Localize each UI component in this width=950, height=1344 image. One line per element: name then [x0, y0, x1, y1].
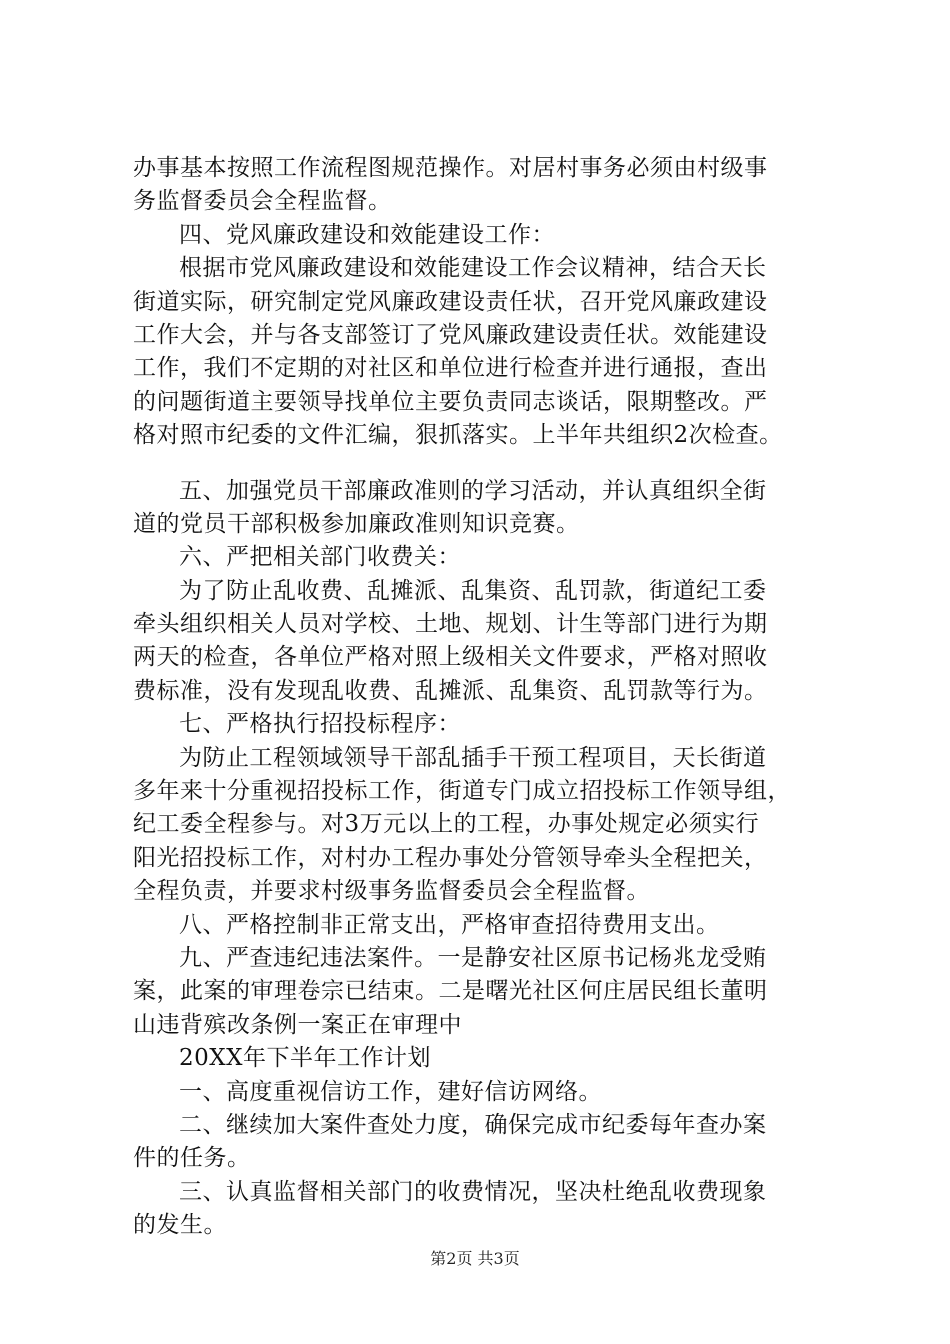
section-heading: 七、严格执行招投标程序：: [179, 711, 461, 738]
text-line: 八、严格控制非正常支出，严格审查招待费用支出。: [179, 911, 720, 938]
text-line: 工作大会，并与各支部签订了党风廉政建设责任状。效能建设: [133, 321, 768, 348]
page-number-footer: 第2页 共3页: [430, 1249, 520, 1268]
text-line: 为了防止乱收费、乱摊派、乱集资、乱罚款，街道纪工委: [179, 577, 767, 604]
text-line: 务监督委员会全程监督。: [133, 188, 392, 215]
paragraph-gap: [133, 453, 845, 475]
text-line: 费标准，没有发现乱收费、乱摊派、乱集资、乱罚款等行为。: [133, 677, 768, 704]
text-line: 道的党员干部积极参加廉政准则知识竞赛。: [133, 510, 580, 537]
text-line: 山违背殡改条例一案正在审理中: [133, 1011, 462, 1038]
text-line: 牵头组织相关人员对学校、土地、规划、计生等部门进行为期: [133, 611, 768, 638]
text-line: 三、认真监督相关部门的收费情况，坚决杜绝乱收费现象: [179, 1178, 767, 1205]
text-line: 全程负责，并要求村级事务监督委员会全程监督。: [133, 878, 650, 905]
text-line: 一、高度重视信访工作，建好信访网络。: [179, 1078, 602, 1105]
text-line: 五、加强党员干部廉政准则的学习活动，并认真组织全街: [179, 477, 767, 504]
text-line: 多年来十分重视招投标工作，街道专门成立招投标工作领导组，: [133, 778, 791, 805]
section-heading: 四、党风廉政建设和效能建设工作：: [179, 221, 555, 248]
text-line: 的问题街道主要领导找单位主要负责同志谈话，限期整改。严: [133, 388, 768, 415]
text-line: 工作，我们不定期的对社区和单位进行检查并进行通报，查出: [133, 355, 768, 382]
text-line: 纪工委全程参与。对3万元以上的工程，办事处规定必须实行: [133, 811, 760, 838]
document-body: [133, 152, 845, 1243]
text-line: 阳光招投标工作，对村办工程办事处分管领导牵头全程把关，: [133, 844, 768, 871]
section-heading: 六、严把相关部门收费关：: [179, 544, 461, 571]
text-line: 的发生。: [133, 1212, 227, 1239]
text-line: 办事基本按照工作流程图规范操作。对居村事务必须由村级事: [133, 155, 768, 181]
text-line: 街道实际，研究制定党风廉政建设责任状，召开党风廉政建设: [133, 288, 768, 315]
plan-heading: 20XX年下半年工作计划: [179, 1045, 432, 1072]
text-line: 九、严查违纪违法案件。一是静安社区原书记杨兆龙受贿: [179, 944, 767, 971]
text-line: 案，此案的审理卷宗已结束。二是曙光社区何庄居民组长董明: [133, 978, 768, 1005]
text-line: 件的任务。: [133, 1145, 251, 1172]
text-line: 格对照市纪委的文件汇编，狠抓落实。上半年共组织2次检查。: [133, 422, 783, 449]
text-line: 两天的检查，各单位严格对照上级相关文件要求，严格对照收: [133, 644, 768, 671]
text-line: 为防止工程领域领导干部乱插手干预工程项目，天长街道: [179, 744, 767, 771]
text-line: 根据市党风廉政建设和效能建设工作会议精神，结合天长: [179, 255, 767, 282]
text-line: 二、继续加大案件查处力度，确保完成市纪委每年查办案: [179, 1111, 767, 1138]
